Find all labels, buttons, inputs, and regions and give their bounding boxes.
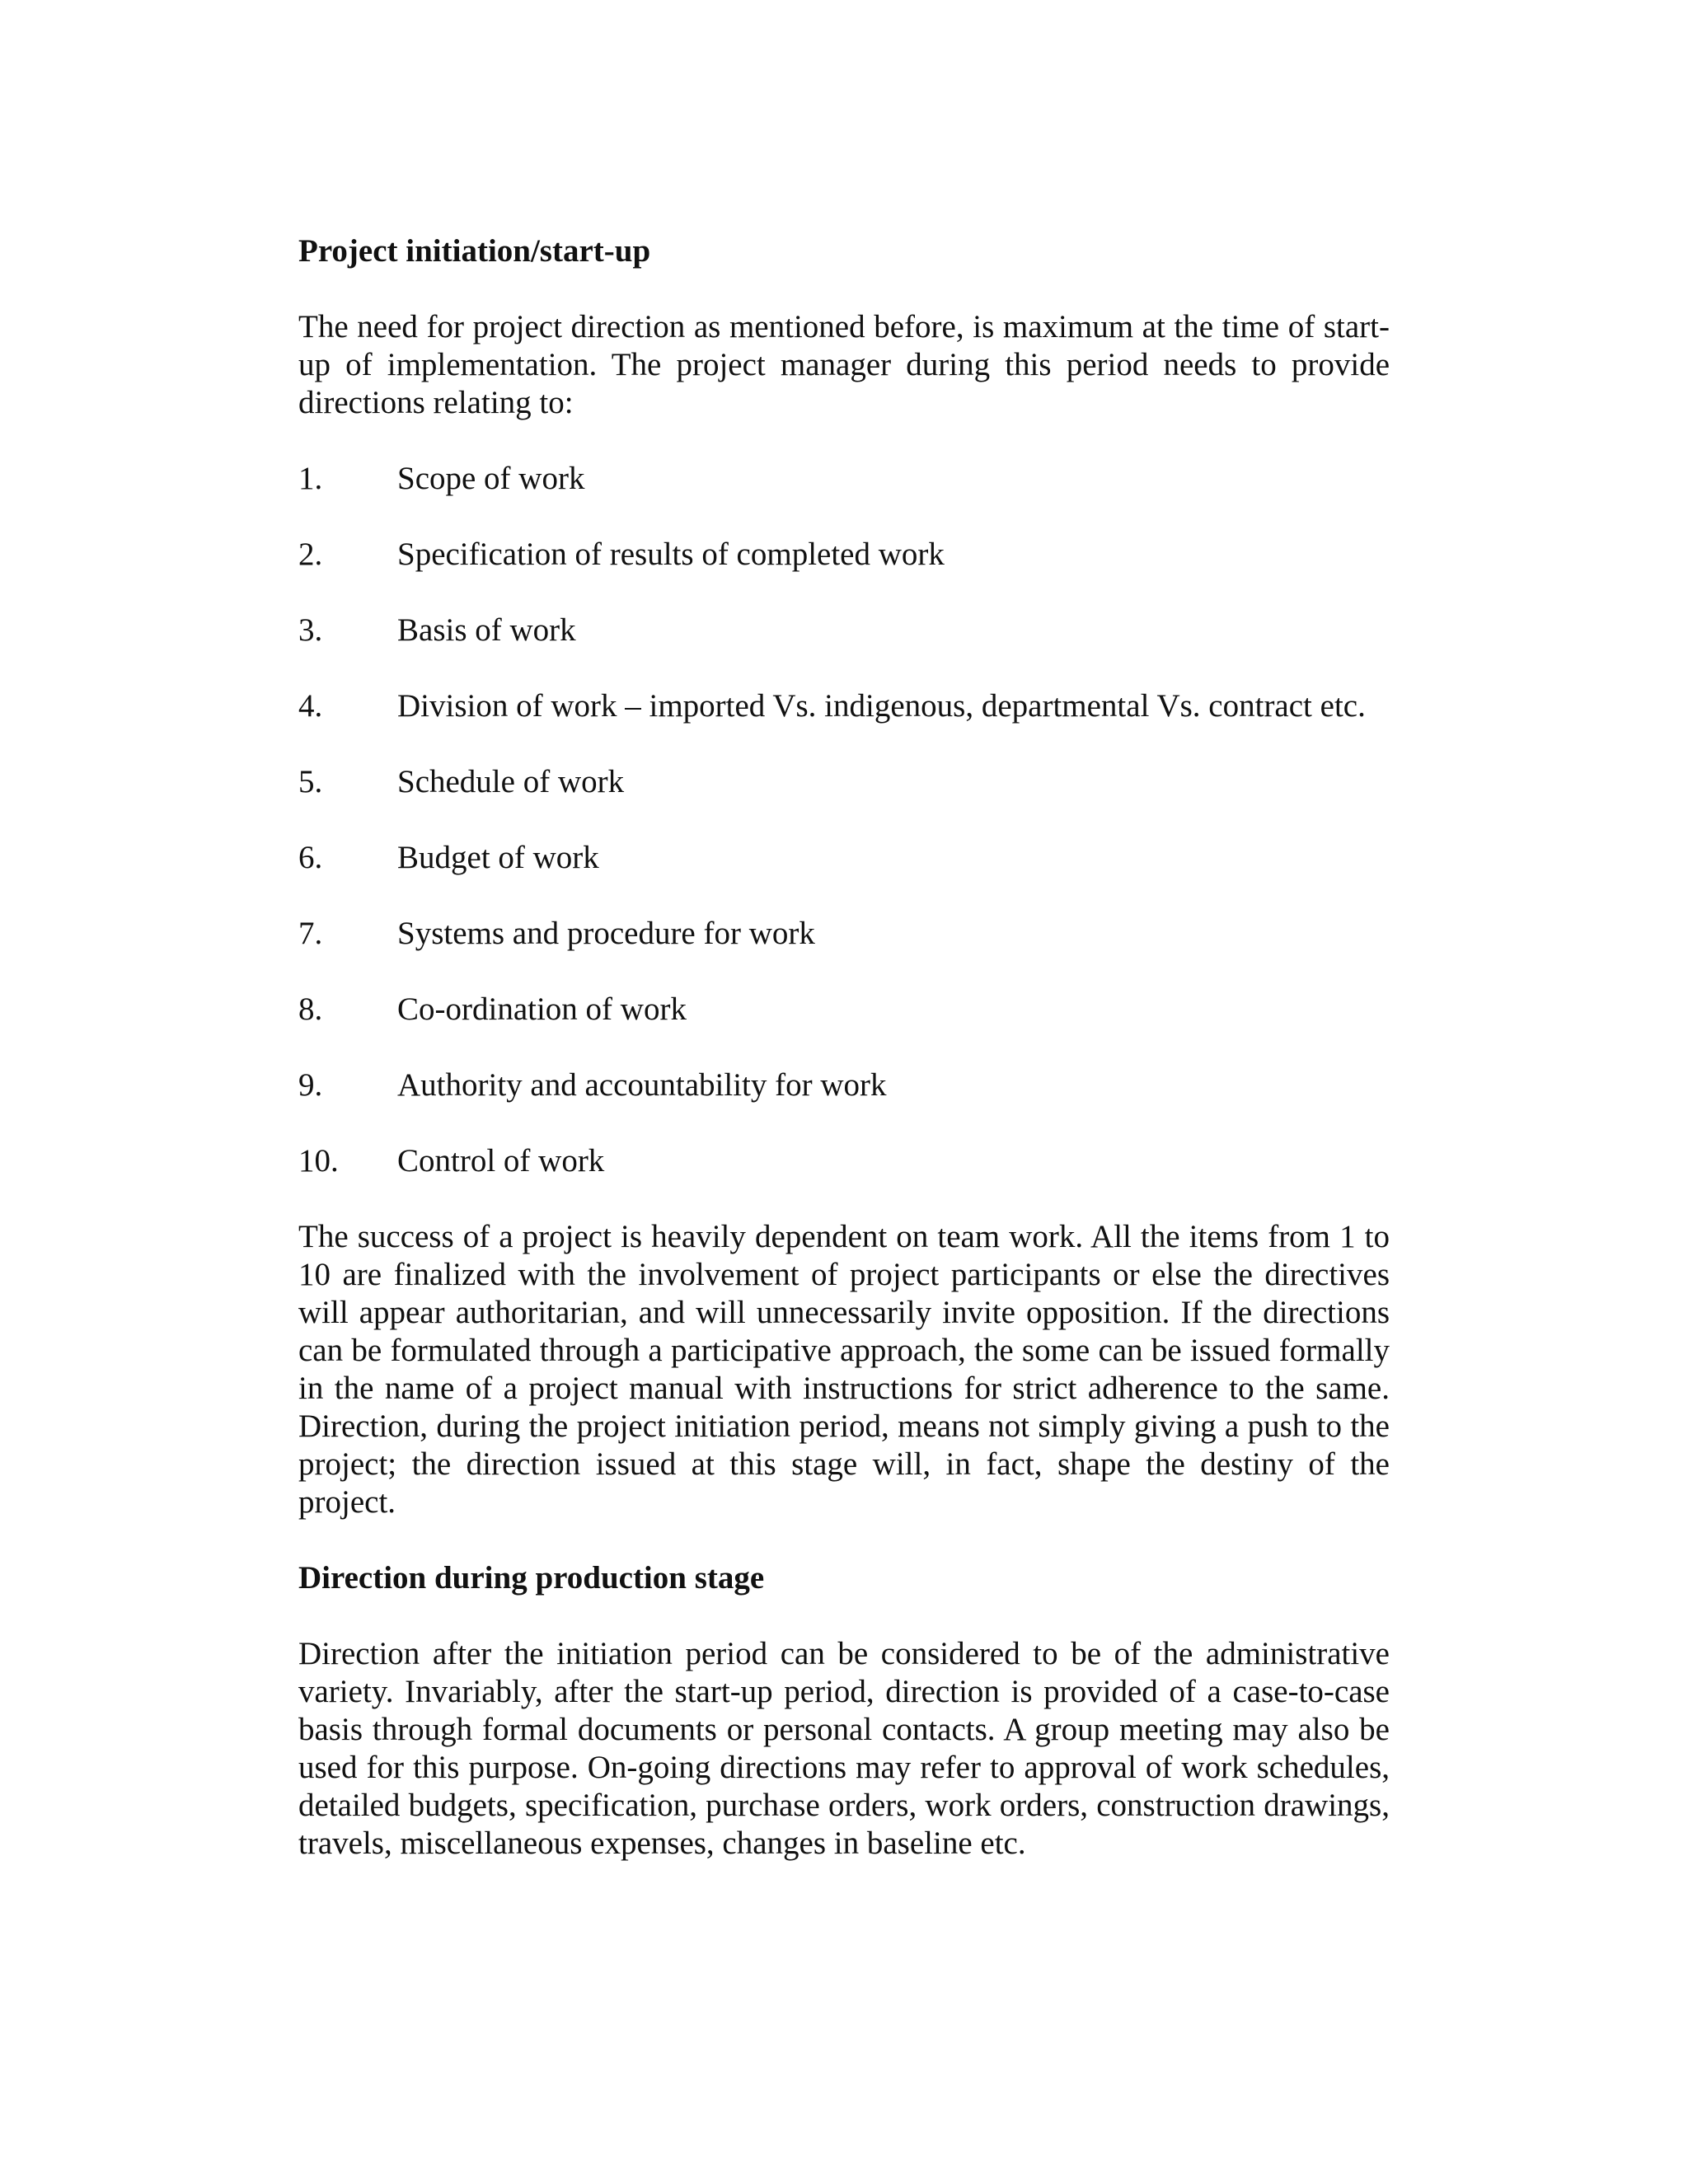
list-item [298,612,1390,649]
list-item-number: 8. [298,991,323,1027]
list-item-number: 9. [298,1067,323,1103]
list-item-text: Budget of work [397,840,599,875]
list-item-number: 3. [298,612,323,648]
list-item [298,460,1390,498]
list-item-number: 5. [298,764,323,799]
list-item-text: Specification of results of completed work [397,537,945,572]
list-item-text: Control of work [397,1143,605,1179]
list-item [298,687,1390,725]
section-heading-production: Direction during production stage [298,1560,765,1596]
list-item [298,915,1390,953]
list-item [298,763,1390,801]
intro-paragraph: The need for project direction as mentioned before, is maximum at the time of start-up of implementation. The project manager during this period needs to provide directions relating to: [298,309,1390,420]
list-item-text: Systems and procedure for work [397,916,815,951]
list-item-number: 7. [298,916,323,951]
list-item-number: 1. [298,461,323,496]
list-item [298,991,1390,1029]
list-item-number: 6. [298,840,323,875]
list-item [298,1142,1390,1180]
conclusion-paragraph: The success of a project is heavily dependent on team work. All the items from 1 to 10 are finalized with the involvement of project participants or else the directives will appear authoritarian, and will unnecessarily invite opposition. If the directions can be formulated through a participative approach, the some can be issued formally in the name of a project manual with instructions for strict adherence to the same. Direction, during the project initiation period, means not simply giving a push to the project; the direction issued at this stage will, in fact, shape the destiny of the project. [298,1219,1390,1520]
list-item [298,1066,1390,1104]
document-page [298,232,1390,1900]
list-item-text: Authority and accountability for work [397,1067,887,1103]
list-item-text: Schedule of work [397,764,625,799]
list-item-number: 10. [298,1143,339,1179]
production-paragraph: Direction after the initiation period can be considered to be of the administrative variety. Invariably, after the start-up period, direction is provided of a case-to-case basis through formal documents or personal contacts. A group meeting may also be used for this purpose. On-going directions may refer to approval of work schedules, detailed budgets, specification, purchase orders, work orders, construction drawings, travels, miscellaneous expenses, changes in baseline etc. [298,1636,1390,1861]
list-item [298,839,1390,877]
list-item-number: 4. [298,688,323,724]
list-item-text: Division of work – imported Vs. indigenous, departmental Vs. contract etc. [397,688,1366,724]
list-item-text: Co-ordination of work [397,991,687,1027]
section-heading-initiation: Project initiation/start-up [298,233,651,269]
directions-list [298,460,1390,1180]
list-item-text: Scope of work [397,461,585,496]
list-item-number: 2. [298,537,323,572]
list-item [298,536,1390,574]
list-item-text: Basis of work [397,612,576,648]
